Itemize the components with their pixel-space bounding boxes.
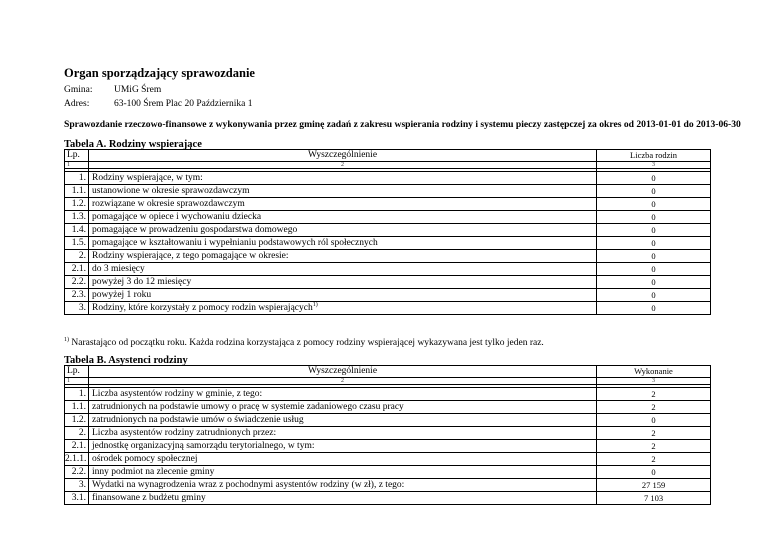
row-value: 2	[597, 401, 711, 414]
row-description	[89, 263, 597, 276]
row-description	[89, 414, 597, 427]
column-number-cell: 2	[89, 378, 597, 385]
table-row	[65, 414, 711, 427]
header-row	[65, 366, 711, 378]
row-description-text: Liczba asystentów rodziny zatrudnionych przez:	[92, 428, 277, 438]
row-lp: 2.2.	[65, 276, 89, 289]
row-description	[89, 453, 597, 466]
row-value: 0	[597, 185, 711, 198]
row-description-text: rozwiązane w okresie sprawozdawczym	[92, 199, 245, 209]
table-a-footnote	[64, 338, 544, 348]
row-lp: 2.	[65, 250, 89, 263]
header-cell: Lp.	[65, 366, 89, 378]
row-description	[89, 211, 597, 224]
column-number-cell: 3	[597, 378, 711, 385]
row-description	[89, 224, 597, 237]
table-row	[65, 224, 711, 237]
row-value: 0	[597, 302, 711, 315]
row-lp: 1.2.	[65, 414, 89, 427]
row-value: 0	[597, 224, 711, 237]
row-value: 0	[597, 211, 711, 224]
row-lp: 1.3.	[65, 211, 89, 224]
row-value: 0	[597, 276, 711, 289]
row-value: 0	[597, 263, 711, 276]
report-title: Sprawozdanie rzeczowo-finansowe z wykonywania przez gminę zadań z zakresu wspierania rodziny i systemu pieczy zastępczej za okres od 2013-01-01 do 2013-06-30	[64, 119, 741, 130]
row-description-text: finansowane z budżetu gminy	[92, 493, 206, 503]
row-description-text: pomagające w opiece i wychowaniu dziecka	[92, 212, 262, 222]
column-number-cell: 2	[89, 162, 597, 169]
row-lp: 1.	[65, 388, 89, 401]
row-description	[89, 492, 597, 505]
row-description-text: pomagające w kształtowaniu i wypełnianiu podstawowych ról społecznych	[92, 238, 378, 248]
header-cell: Wyszczególnienie	[89, 366, 597, 378]
row-description-text: Liczba asystentów rodziny w gminie, z tego:	[92, 389, 263, 399]
column-number-row	[65, 378, 711, 385]
row-value: 2	[597, 453, 711, 466]
row-description-text: Rodziny wspierające, w tym:	[92, 173, 203, 183]
table-row	[65, 185, 711, 198]
row-description-text: inny podmiot na zlecenie gminy	[92, 467, 215, 477]
table-b	[64, 365, 711, 505]
row-description-text: do 3 miesięcy	[92, 264, 145, 274]
header-cell: Liczba rodzin	[597, 150, 711, 162]
table-a	[64, 149, 711, 315]
row-description	[89, 401, 597, 414]
row-value: 0	[597, 414, 711, 427]
table-row	[65, 302, 711, 315]
table-row	[65, 237, 711, 250]
adres-value: 63-100 Śrem Plac 20 Października 1	[114, 99, 253, 109]
table-row	[65, 172, 711, 185]
row-lp: 2.2.	[65, 466, 89, 479]
table-row	[65, 263, 711, 276]
footnote-text: Narastająco od początku roku. Każda rodzina korzystająca z pomocy rodziny wspierającej wykazywana jest tylko jeden raz.	[69, 338, 544, 348]
row-lp: 2.1.1.	[65, 453, 89, 466]
adres-label: Adres:	[64, 99, 90, 109]
footnote-ref: 1)	[312, 301, 318, 308]
footnote-mark: 1)	[64, 336, 69, 343]
row-lp: 1.5.	[65, 237, 89, 250]
gmina-value: UMiG Śrem	[114, 85, 162, 95]
table-row	[65, 289, 711, 302]
table-a-title: Tabela A. Rodziny wspierające	[64, 139, 202, 150]
table-row	[65, 198, 711, 211]
row-lp: 1.	[65, 172, 89, 185]
table-row	[65, 479, 711, 492]
table-row	[65, 453, 711, 466]
row-lp: 3.1.	[65, 492, 89, 505]
column-number-cell: 1	[65, 378, 89, 385]
table-row	[65, 388, 711, 401]
row-lp: 2.1.	[65, 440, 89, 453]
table-row	[65, 276, 711, 289]
table-row	[65, 250, 711, 263]
row-description-text: ośrodek pomocy społecznej	[92, 454, 198, 464]
row-description-text: Rodziny wspierające, z tego pomagające w okresie:	[92, 251, 289, 261]
header-row	[65, 150, 711, 162]
row-description	[89, 302, 597, 315]
row-lp: 1.1.	[65, 401, 89, 414]
row-lp: 3.	[65, 302, 89, 315]
row-description	[89, 289, 597, 302]
row-value: 0	[597, 466, 711, 479]
column-number-row	[65, 162, 711, 169]
row-value: 2	[597, 427, 711, 440]
row-description	[89, 440, 597, 453]
header-cell: Wykonanie	[597, 366, 711, 378]
row-description	[89, 427, 597, 440]
gmina-row	[64, 85, 161, 95]
row-value: 0	[597, 250, 711, 263]
row-description-text: Wydatki na wynagrodzenia wraz z pochodnymi asystentów rodziny (w zł), z tego:	[92, 480, 405, 490]
row-description-text: zatrudnionych na podstawie umowy o pracę w systemie zadaniowego czasu pracy	[92, 402, 404, 412]
table-row	[65, 427, 711, 440]
row-lp: 1.1.	[65, 185, 89, 198]
row-description-text: pomagające w prowadzeniu gospodarstwa domowego	[92, 225, 298, 235]
row-description	[89, 185, 597, 198]
row-description	[89, 479, 597, 492]
table-row	[65, 401, 711, 414]
header-cell: Wyszczególnienie	[89, 150, 597, 162]
row-lp: 2.1.	[65, 263, 89, 276]
row-description-text: ustanowione w okresie sprawozdawczym	[92, 186, 250, 196]
row-description	[89, 250, 597, 263]
row-value: 0	[597, 198, 711, 211]
column-number-cell: 1	[65, 162, 89, 169]
row-lp: 2.	[65, 427, 89, 440]
row-description	[89, 276, 597, 289]
row-description-text: powyżej 1 roku	[92, 290, 152, 300]
row-description-text: Rodziny, które korzystały z pomocy rodzin wspierających	[92, 303, 313, 313]
row-lp: 2.3.	[65, 289, 89, 302]
row-description-text: jednostkę organizacyjną samorządu terytorialnego, w tym:	[92, 441, 315, 451]
row-lp: 1.2.	[65, 198, 89, 211]
row-description	[89, 388, 597, 401]
row-value: 2	[597, 440, 711, 453]
organ-title: Organ sporządzający sprawozdanie	[64, 66, 255, 80]
header-cell: Lp.	[65, 150, 89, 162]
table-row	[65, 466, 711, 479]
table-row	[65, 440, 711, 453]
row-description-text: powyżej 3 do 12 miesięcy	[92, 277, 192, 287]
row-description	[89, 172, 597, 185]
row-lp: 1.4.	[65, 224, 89, 237]
row-value: 7 103	[597, 492, 711, 505]
column-number-cell: 3	[597, 162, 711, 169]
row-value: 0	[597, 237, 711, 250]
row-description	[89, 237, 597, 250]
row-description-text: zatrudnionych na podstawie umów o świadczenie usług	[92, 415, 304, 425]
table-b-title: Tabela B. Asystenci rodziny	[64, 355, 188, 366]
row-value: 0	[597, 172, 711, 185]
row-value: 27 159	[597, 479, 711, 492]
table-row	[65, 211, 711, 224]
row-value: 0	[597, 289, 711, 302]
row-description	[89, 198, 597, 211]
row-value: 2	[597, 388, 711, 401]
table-row	[65, 492, 711, 505]
row-description	[89, 466, 597, 479]
adres-row	[64, 99, 253, 109]
row-lp: 3.	[65, 479, 89, 492]
gmina-label: Gmina:	[64, 85, 93, 95]
